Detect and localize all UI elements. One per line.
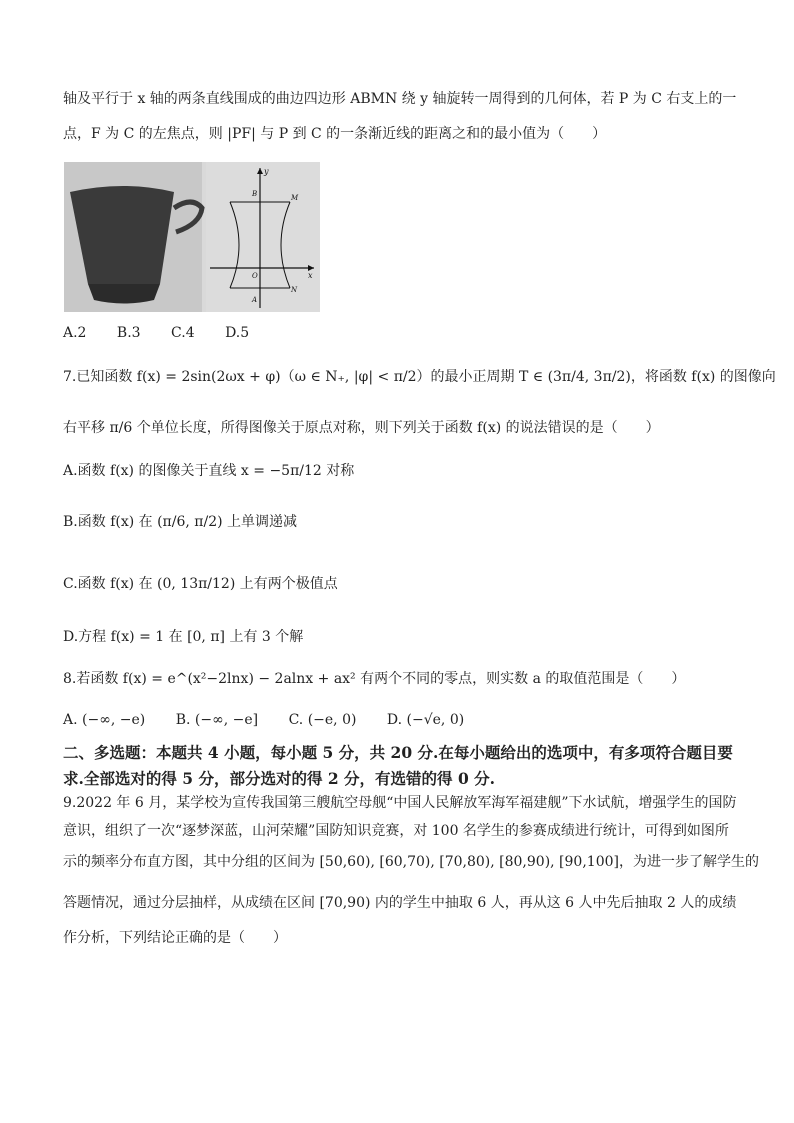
q6-choices <box>63 323 275 343</box>
q9-line-5: 作分析，下列结论正确的是（ ） <box>63 930 287 946</box>
q8-choice-a: A. (−∞, −e) <box>63 712 146 728</box>
svg-text:A: A <box>252 296 258 304</box>
svg-text:M: M <box>291 194 299 202</box>
q8-choice-b: B. (−∞, −e] <box>175 712 259 728</box>
q6-choice-b: B.3 <box>116 325 141 341</box>
q7-line-1: 7.已知函数 f(x) = 2sin(2ωx + φ)（ω ∈ N₊, |φ| < π/2）的最小正周期 T ∈ (3π/4, 3π/2)，将函数 f(x) 的图像向 <box>63 369 776 385</box>
q7-line-2: 右平移 π/6 个单位长度，所得图像关于原点对称，则下列关于函数 f(x) 的说法错误的是（ ） <box>63 420 660 436</box>
hyperbola-diagram <box>206 162 320 312</box>
q9-line-2: 意识，组织了一次“逐梦深蓝，山河荣耀”国防知识竞赛，对 100 名学生的参赛成绩进行统计，可得到如图所 <box>63 823 729 839</box>
q6-choice-c: C.4 <box>171 325 195 341</box>
text-line-1: 轴及平行于 x 轴的两条直线围成的曲边四边形 ABMN 绕 y 轴旋转一周得到的几何体，若 P 为 C 右支上的一 <box>63 91 737 107</box>
q8-choices <box>63 710 490 730</box>
q9-line-4: 答题情况，通过分层抽样，从成绩在区间 [70,90) 内的学生中抽取 6 人，再从这 6 人中先后抽取 2 人的成绩 <box>63 895 737 911</box>
q7-option-d: D.方程 f(x) = 1 在 [0, π] 上有 3 个解 <box>63 629 304 645</box>
section-2-heading-line-1: 二、多选题：本题共 4 小题，每小题 5 分，共 20 分.在每小题给出的选项中，有多项符合题目要 <box>63 743 733 762</box>
q9-line-3: 示的频率分布直方图，其中分组的区间为 [50,60), [60,70), [70,80), [80,90), [90,100]，为进一步了解学生的 <box>63 854 759 870</box>
q7-option-a: A.函数 f(x) 的图像关于直线 x = −5π/12 对称 <box>63 463 355 479</box>
q8-choice-d: D. (−√e, 0) <box>386 712 465 728</box>
q6-choice-d: D.5 <box>225 325 250 341</box>
text-line-2: 点，F 为 C 的左焦点，则 |PF| 与 P 到 C 的一条渐近线的距离之和的最小值为（ ） <box>63 126 607 142</box>
q8-stem: 8.若函数 f(x) = e^(x²−2lnx) − 2alnx + ax² 有两个不同的零点，则实数 a 的取值范围是（ ） <box>63 671 686 687</box>
svg-text:B: B <box>252 190 258 198</box>
svg-text:x: x <box>308 271 313 280</box>
q7-option-b: B.函数 f(x) 在 (π/6, π/2) 上单调递减 <box>63 514 298 530</box>
q9-line-1: 9.2022 年 6 月，某学校为宣传我国第三艘航空母舰“中国人民解放军海军福建舰”下水试航，增强学生的国防 <box>63 795 737 811</box>
q6-choice-a: A.2 <box>63 325 87 341</box>
svg-text:N: N <box>291 286 298 294</box>
figure-cup-and-diagram <box>64 162 320 312</box>
q7-option-c: C.函数 f(x) 在 (0, 13π/12) 上有两个极值点 <box>63 576 338 592</box>
section-2-heading-line-2: 求.全部选对的得 5 分，部分选对的得 2 分，有选错的得 0 分. <box>63 769 496 788</box>
svg-text:y: y <box>264 167 269 176</box>
svg-text:O: O <box>252 272 258 280</box>
q8-choice-c: C. (−e, 0) <box>288 712 357 728</box>
